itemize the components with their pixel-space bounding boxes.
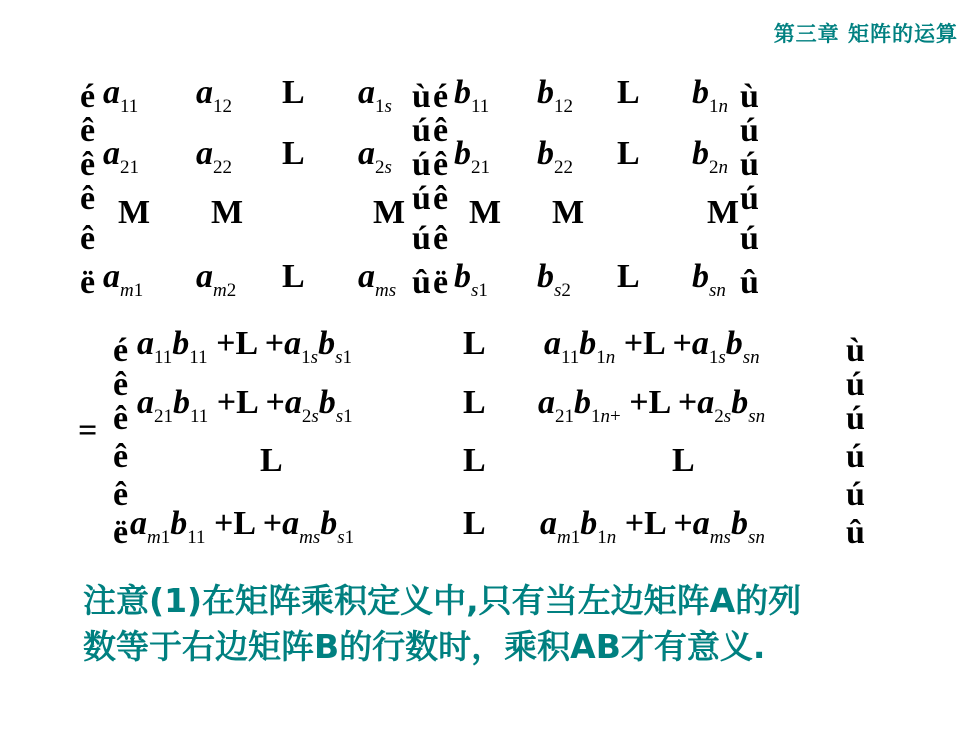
matrix-a-left-bracket: ê xyxy=(80,180,96,217)
matrix-b-left-bracket: ë xyxy=(433,264,449,301)
product-right-bracket: ú xyxy=(846,366,865,403)
matrix-b-cell: $b_{s1}$ xyxy=(454,258,488,301)
product-cell: $a_{11}b_{1n} +L +a_{1s}b_{sn}$ xyxy=(544,325,760,368)
product-left-bracket: ê xyxy=(113,476,129,513)
matrix-a-left-bracket: é xyxy=(80,78,96,115)
matrix-a-cell: $a_{2s}$ xyxy=(358,135,392,178)
product-left-bracket: ê xyxy=(113,366,129,403)
matrix-a-right-bracket: ú xyxy=(412,220,431,257)
product-right-bracket: ú xyxy=(846,476,865,513)
product-cell: L xyxy=(463,442,486,479)
matrix-a-cell: $a_{1s}$ xyxy=(358,74,392,117)
matrix-b-right-bracket: ú xyxy=(740,220,759,257)
product-right-bracket: ú xyxy=(846,400,865,437)
matrix-b-cell: $b_{21}$ xyxy=(454,135,490,178)
matrix-a-cell: L xyxy=(282,135,305,172)
matrix-b-cell: M xyxy=(552,194,585,231)
matrix-b-left-bracket: ê xyxy=(433,220,449,257)
matrix-a-cell: $a_{m2}$ xyxy=(196,258,237,301)
product-right-bracket: ù xyxy=(846,332,865,369)
matrix-b-cell: L xyxy=(617,135,640,172)
matrix-b-right-bracket: ú xyxy=(740,146,759,183)
matrix-a-cell: $a_{m1}$ xyxy=(103,258,144,301)
product-cell: $a_{m1}b_{1n} +L +a_{ms}b_{sn}$ xyxy=(540,505,765,548)
matrix-b-left-bracket: ê xyxy=(433,112,449,149)
matrix-b-right-bracket: ú xyxy=(740,180,759,217)
product-cell: L xyxy=(463,505,486,542)
product-cell: L xyxy=(463,325,486,362)
product-left-bracket: ê xyxy=(113,400,129,437)
matrix-b-cell: $b_{11}$ xyxy=(454,74,490,117)
matrix-b-cell: $b_{sn}$ xyxy=(692,258,726,301)
matrix-a-cell: $a_{12}$ xyxy=(196,74,232,117)
matrix-b-cell: L xyxy=(617,258,640,295)
matrix-a-cell: M xyxy=(211,194,244,231)
matrix-b-right-bracket: ù xyxy=(740,78,759,115)
product-cell: $a_{21}b_{1n+} +L +a_{2s}b_{sn}$ xyxy=(538,384,766,427)
product-right-bracket: ú xyxy=(846,438,865,475)
product-cell: $a_{m1}b_{11} +L +a_{ms}b_{s1}$ xyxy=(130,505,355,548)
matrix-b-right-bracket: ú xyxy=(740,112,759,149)
matrix-a-left-bracket: ê xyxy=(80,146,96,183)
matrix-a-cell: L xyxy=(282,258,305,295)
product-cell: L xyxy=(463,384,486,421)
matrix-a-cell: $a_{ms}$ xyxy=(358,258,397,301)
matrix-a-right-bracket: ú xyxy=(412,180,431,217)
matrix-b-cell: M xyxy=(469,194,502,231)
product-left-bracket: ë xyxy=(113,514,129,551)
product-right-bracket: û xyxy=(846,514,865,551)
matrix-a-cell: L xyxy=(282,74,305,111)
product-cell: $a_{21}b_{11} +L +a_{2s}b_{s1}$ xyxy=(137,384,353,427)
matrix-b-cell: $b_{s2}$ xyxy=(537,258,571,301)
matrix-a-cell: M xyxy=(118,194,151,231)
matrix-a-cell: $a_{22}$ xyxy=(196,135,232,178)
equals-sign: = xyxy=(78,412,98,449)
product-cell: L xyxy=(260,442,283,479)
matrix-b-cell: $b_{2n}$ xyxy=(692,135,728,178)
chapter-header: 第三章 矩阵的运算 xyxy=(773,22,958,46)
matrix-a-left-bracket: ë xyxy=(80,264,96,301)
matrix-a-right-bracket: ú xyxy=(412,146,431,183)
matrix-a-left-bracket: ê xyxy=(80,112,96,149)
note-text xyxy=(83,578,963,670)
matrix-a-right-bracket: û xyxy=(412,264,431,301)
note-line-1: 注意(1)在矩阵乘积定义中,只有当左边矩阵A的列 xyxy=(83,581,802,620)
matrix-b-left-bracket: ê xyxy=(433,146,449,183)
matrix-b-cell: L xyxy=(617,74,640,111)
matrix-b-left-bracket: é xyxy=(433,78,449,115)
product-left-bracket: é xyxy=(113,332,129,369)
matrix-b-left-bracket: ê xyxy=(433,180,449,217)
matrix-b-cell: $b_{12}$ xyxy=(537,74,573,117)
product-cell: $a_{11}b_{11} +L +a_{1s}b_{s1}$ xyxy=(137,325,352,368)
product-cell: L xyxy=(672,442,695,479)
matrix-b-cell: $b_{22}$ xyxy=(537,135,573,178)
note-line-2: 数等于右边矩阵B的行数时，乘积AB才有意义. xyxy=(83,627,766,666)
matrix-a-cell: M xyxy=(373,194,406,231)
matrix-a-cell: $a_{11}$ xyxy=(103,74,139,117)
matrix-b-right-bracket: û xyxy=(740,264,759,301)
matrix-a-left-bracket: ê xyxy=(80,220,96,257)
matrix-b-cell: M xyxy=(707,194,740,231)
matrix-a-right-bracket: ú xyxy=(412,112,431,149)
product-left-bracket: ê xyxy=(113,438,129,475)
matrix-a-right-bracket: ù xyxy=(412,78,431,115)
matrix-a-cell: $a_{21}$ xyxy=(103,135,139,178)
matrix-b-cell: $b_{1n}$ xyxy=(692,74,728,117)
